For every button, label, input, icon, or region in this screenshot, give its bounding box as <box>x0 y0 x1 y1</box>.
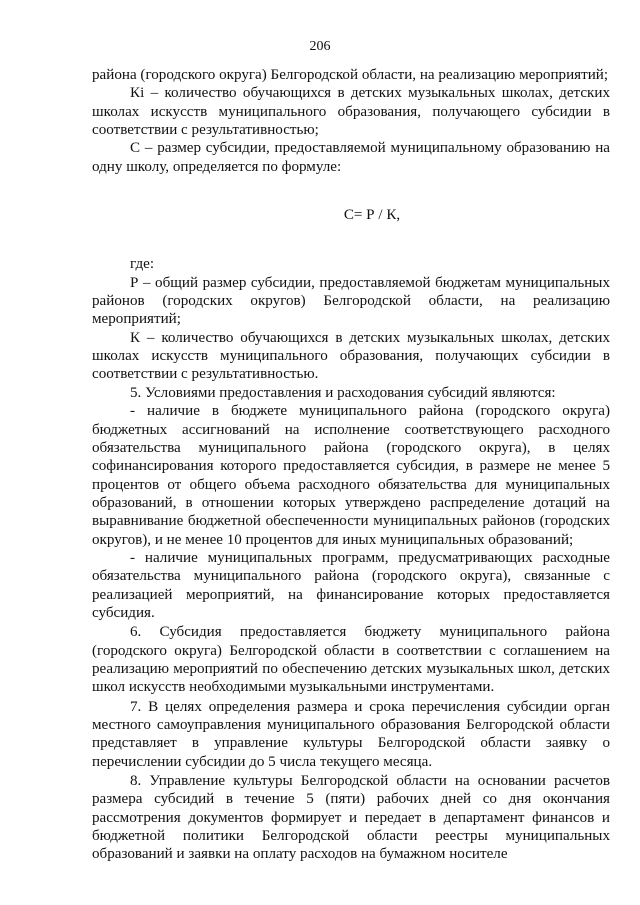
document-body <box>92 66 610 864</box>
paragraph-item-5: 5. Условиями предоставления и расходования субсидий являются: <box>130 384 556 401</box>
formula: С= Р / К, <box>343 207 401 224</box>
paragraph-c-definition: С – размер субсидии, предоставляемой муниципальному образованию на одну школу, определяется по формуле: <box>92 140 610 175</box>
paragraph-item-8: 8. Управление культуры Белгородской области на основании расчетов размера субсидий в течение 5 (пяти) рабочих дней со дня окончания рассмотрения документов формирует и передает в департамент финансов и бюджетной политики Белгородской области реестры муниципальных образований и заявки на оплату расходов на бумажном носителе <box>92 773 610 863</box>
paragraph-where: где: <box>130 256 155 273</box>
paragraph-ki-definition: Кі – количество обучающихся в детских музыкальных школах, детских школах искусств муниципального образования, получающего субсидии в соответствии с результативностью; <box>92 85 610 139</box>
paragraph-item-5-condition-1: - наличие в бюджете муниципального района (городского округа) бюджетных ассигнований на исполнение соответствующего расходного обязательства муниципального района (городского округа), в целях софинансирования которого предоставляется субсидия, в размере не менее 5 процентов от общего объема расходного обязательства для муниципальных образований, в отношении которых утверждено распределение дотаций на выравнивание бюджетной обеспеченности муниципальных районов (городских округов), и не менее 10 процентов для иных муниципальных образований; <box>92 403 610 548</box>
paragraph-k-definition: К – количество обучающихся в детских музыкальных школах, детских школах искусств муниципального образования, получающих субсидии в соответствии с результативностью. <box>92 329 610 383</box>
page-number: 206 <box>309 39 331 54</box>
paragraph-p-definition: Р – общий размер субсидии, предоставляемой бюджетам муниципальных районов (городских округов) Белгородской области, на реализацию мероприятий; <box>92 274 610 328</box>
paragraph-continuation: района (городского округа) Белгородской области, на реализацию мероприятий; <box>92 67 609 83</box>
paragraph-item-6: 6. Субсидия предоставляется бюджету муниципального района (городского округа) Белгородской области в соответствии с соглашением на реализацию мероприятий по обеспечению детских музыкальных школ, детских школ искусств необходимыми музыкальными инструментами. <box>92 624 610 696</box>
paragraph-item-7: 7. В целях определения размера и срока перечисления субсидии орган местного самоуправления муниципального образования Белгородской области представляет в управление культуры Белгородской области заявку о перечислении субсидии до 5 числа текущего месяца. <box>92 698 610 770</box>
paragraph-item-5-condition-2: - наличие муниципальных программ, предусматривающих расходные обязательства муниципального района (городского округа), связанные с реализацией мероприятий, на финансирование которых предоставляется субсидия. <box>92 549 610 621</box>
